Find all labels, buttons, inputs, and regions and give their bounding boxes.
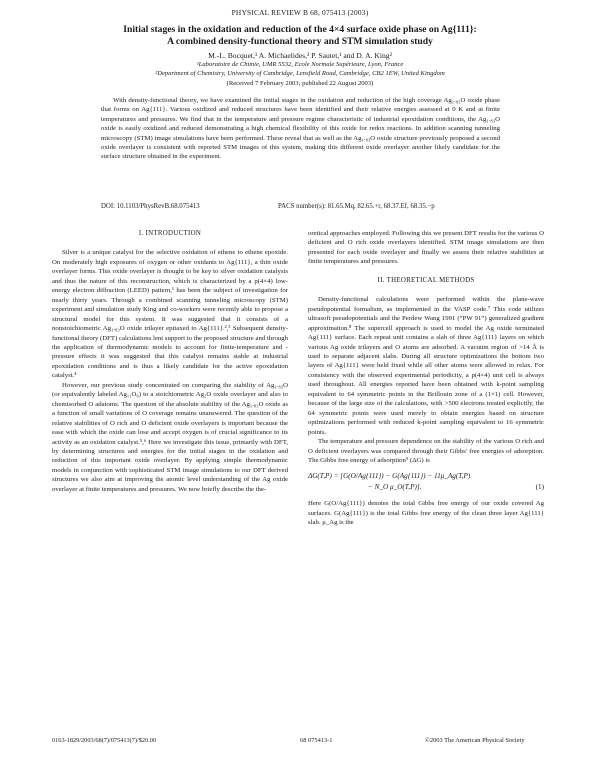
article-title — [50, 24, 550, 48]
equation-number: (1) — [535, 483, 544, 492]
methods-paragraph-1: Density-functional calculations were performed within the plane-wave pseudopotential formalism, as implemented in the VASP code.⁷ This code utilizes ultrasoft pseudopotentials and the Perdew Wang 1991 (“PW 91”) generalized gradient approximation.⁸ The supercell approach is used to model the Ag oxide terminated Ag{111} surface. Each repeat unit contains a slab of three Ag{111} layers on which various Ag oxide trilayers and O atoms are adsorbed. A vacuum region of >14 Å is used to separate adjacent slabs. During all structure optimizations the bottom two layers of Ag{111} were held fixed while all other atoms were allowed to relax. For consistency with the observed experimental periodicity, a p(4×4) unit cell is always used throughout. All energies reported have been obtained with k-point sampling equivalent to 64 symmetric points in the Brillouin zone of a (1×1) cell. However, because of the large size of the calculations, with >500 electrons treated explicitly, the 64 symmetric points were used merely to obtain energies based on structure optimizations performed with reduced k-point sampling equivalent to 16 symmetric points. — [308, 296, 544, 436]
title-line-2: A combined density-functional theory and STM simulation study — [167, 36, 433, 47]
pacs-numbers: PACS number(s): 81.65.Mq, 82.65.+r, 68.37.Ef, 68.35.−p — [278, 203, 435, 210]
equation-line-2: − N_O μ_O(T,P)]. — [368, 483, 422, 492]
equation-line-1: ΔG(T,P) = [G(O/Ag{111}) − G(Ag{111}) − 11μ_Ag(T,P) — [308, 472, 471, 481]
footer-page-number: 68 075413-1 — [300, 737, 333, 744]
doi: DOI: 10.1103/PhysRevB.68.075413 — [101, 203, 200, 210]
intro-continuation: oretical approaches employed. Following this we present DFT results for the various O deficient and O rich oxide overlayers identified. STM image simulations are then presented for each oxide overlayer and finally we assess their relative stabilities at finite temperatures and pressures. — [308, 230, 544, 266]
affiliation-2: ²Department of Chemistry, University of Cambridge, Lensfield Road, Cambridge, CB2 1EW, United Kingdom — [155, 70, 445, 77]
title-line-1: Initial stages in the oxidation and reduction of the 4×4 surface oxide phase on Ag{111}: — [123, 24, 477, 35]
equation-1 — [308, 471, 544, 493]
methods-paragraph-3: Here G(O/Ag{111}) denotes the total Gibbs free energy of our oxide covered Ag surfaces. G(Ag{111}) is the total Gibbs free energy of the clean three layer Ag{111} slab. μ_Ag is the — [308, 500, 544, 527]
abstract — [101, 96, 500, 162]
abstract-text: With density-functional theory, we have examined the initial stages in the oxidation and reduction of the high coverage Ag₁.₈₃O oxide phase that forms on Ag{111}. Various oxidized and reduced structures have been identified and their relative energies assessed at 0 K and at finite temperatures and pressures. We find that in the temperature and pressure regime characteristic of industrial epoxidation conditions, the Ag₁.₈₃O oxide is easily oxidized and reduced demonstrating a high chemical flexibility of this oxide for redox reactions. In addition scanning tunneling microscopy (STM) image simulations have been performed. These reveal that as well as the Ag₁.₈₃O oxide structure previously proposed a second oxide overlayer is consistent with reported STM images of this system, making this different oxide overlayer another likely candidate for the surface structure obtained in the experiment. — [101, 97, 500, 161]
methods-paragraph-2: The temperature and pressure dependence on the stability of the various O rich and O deficient overlayers was compared through their Gibbs' free energies of adsorption. The Gibbs free energy of adsorption⁹ (ΔG) is — [308, 438, 544, 464]
running-head: PHYSICAL REVIEW B 68, 075413 (2003) — [231, 8, 369, 17]
footer-issn: 0163-1829/2003/68(7)/075413(7)/$20.00 — [52, 737, 157, 744]
section-heading-methods: II. THEORETICAL METHODS — [377, 276, 475, 284]
section-heading-introduction: I. INTRODUCTION — [138, 230, 202, 237]
right-column — [308, 229, 544, 528]
intro-paragraph-1: Silver is a unique catalyst for the selective oxidation of ethene to ethene epoxide. On moderately high exposures of oxygen or other oxidants to Ag{111}, a thin oxide overlayer forms. This oxide overlayer is thought to be key to silver oxidation catalysis and thus the nature of this reconstruction, which is characterized by a p(4×4) low-energy electron diffraction (LEED) pattern,¹ has been the subject of investigation for nearly thirty years. Through a combined scanning tunneling microscopy (STM) experiment and simulation study King and co-workers were recently able to propose a structural model for this system. It was suggested that it consists of a nonstoichiometric Ag₁.₈₃O oxide trilayer epitaxed to Ag{111}.²,³ Subsequent density-functional theory (DFT) calculations lent support to the proposed structure and through the application of thermodynamic models to account for finite-temperature and -pressure effects it was suggested that this catalyst remains stable at industrial epoxidation conditions and is thus a likely candidate for the active epoxidation catalyst.⁴ — [52, 249, 288, 380]
received-date: (Received 7 February 2003; published 22 August 2003) — [226, 80, 374, 87]
intro-paragraph-2: However, our previous study concentrated on comparing the stability of Ag₁.₈₃O (or equivalently labeled Ag₁₁O₆) to a stoichiometric Ag₂O oxide overlayer and also to chemisorbed O adatoms. The question of the absolute stability of the Ag₁.₈₃O oxide as a function of small variations of O coverage remains unanswered. The question of the relative stabilities of O rich and O deficient oxide overlayers is important because the ease with which the oxide can lose and accept oxygen is of crucial significance to its activity as an oxidation catalyst.⁵,⁶ Here we investigate this issue, primarily with DFT, by determining structures and energies for the initial stages in the oxidation and reduction of this important oxide overlayer. By applying simple thermodynamic models in conjunction with sophisticated STM image simulations to our DFT derived structures we also aim at improving the atomic level understanding of the Ag oxide overlayer at finite temperatures and pressures. We now briefly describe the the- — [52, 381, 288, 493]
left-column — [52, 229, 288, 494]
affiliation-1: ¹Laboratoire de Chimie, UMR 5532, Ecole Normale Supérieure, Lyon, France — [196, 61, 404, 68]
authors: M.-L. Bocquet,¹ A. Michaelides,² P. Sautet,¹ and D. A. King² — [208, 51, 392, 60]
footer-copyright: ©2003 The American Physical Society — [425, 737, 525, 744]
